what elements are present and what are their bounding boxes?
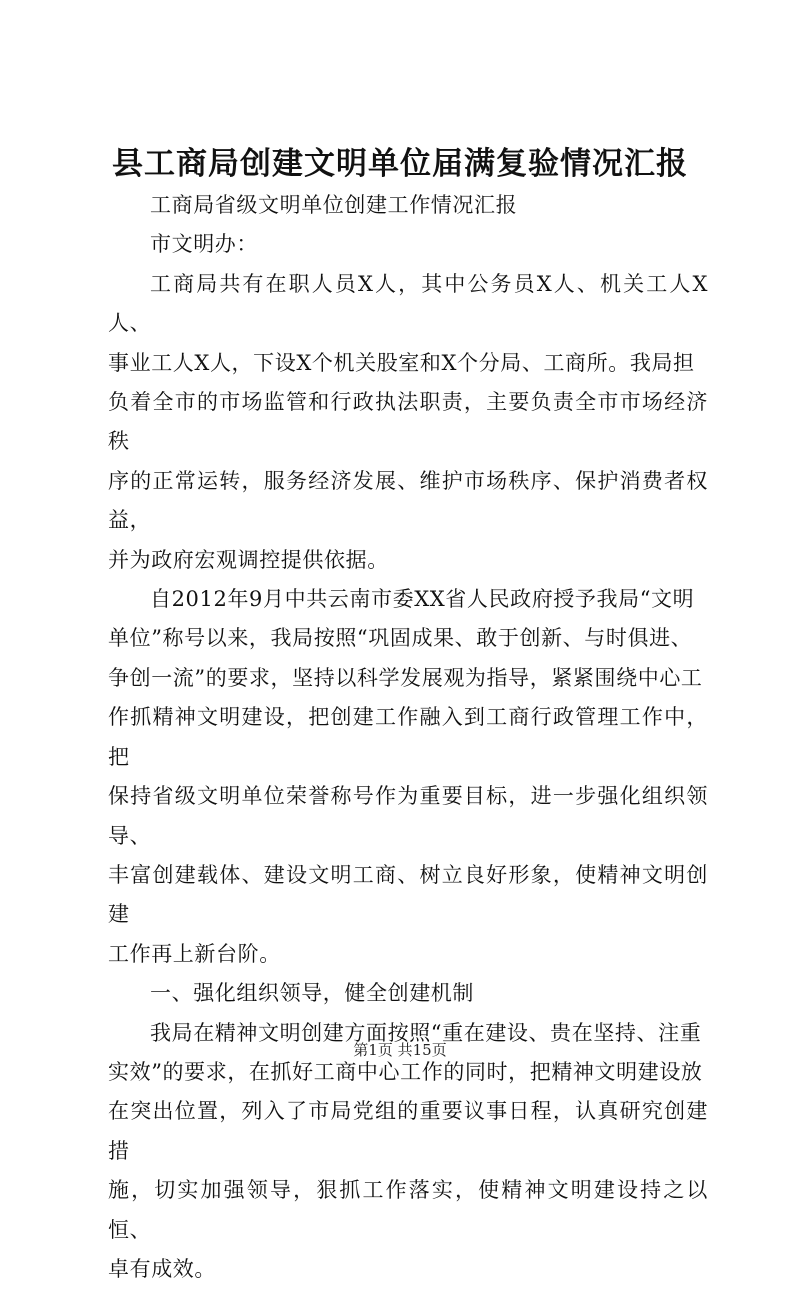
body-paragraph: 自2012年9月中共云南市委XX省人民政府授予我局“文明 单位”称号以来，我局按照“巩固成果、敢于创新、与时俱进、 争创一流”的要求，坚持以科学发展观为指导，紧紧围绕中心工 作抓精神文明建设，把创建工作融入到工商行政管理工作中，把 保持省级文明单位荣誉称号作为重要目标，进一步强化组织领导、 丰富创建载体、建设文明工商、树立良好形象，使精神文明创建 工作再上新台阶。 xyxy=(108,587,708,966)
document-title: 县工商局创建文明单位届满复验情况汇报 xyxy=(112,146,688,182)
subtitle-paragraph: 工商局省级文明单位创建工作情况汇报 xyxy=(150,193,518,217)
page-number-footer: 第1页 共15页 xyxy=(353,1041,447,1059)
body-paragraph: 我局在精神文明创建方面按照“重在建设、贵在坚持、注重 实效”的要求，在抓好工商中心工作的同时，把精神文明建设放 在突出位置，列入了市局党组的重要议事日程，认真研究创建措 施，切实加强领导，狠抓工作落实，使精神文明建设持之以恒、 卓有成效。 xyxy=(108,1020,708,1281)
document-body xyxy=(108,186,708,1289)
salutation-paragraph: 市文明办： xyxy=(150,232,258,257)
body-paragraph: 工商局共有在职人员X人，其中公务员X人、机关工人X人、 事业工人X人，下设X个机关股室和X个分局、工商所。我局担 负着全市的市场监管和行政执法职责，主要负责全市市场经济秩 序的正常运转，服务经济发展、维护市场秩序、保护消费者权益， 并为政府宏观调控提供依据。 xyxy=(108,271,708,572)
section-heading: 一、强化组织领导，健全创建机制 xyxy=(150,981,474,1006)
